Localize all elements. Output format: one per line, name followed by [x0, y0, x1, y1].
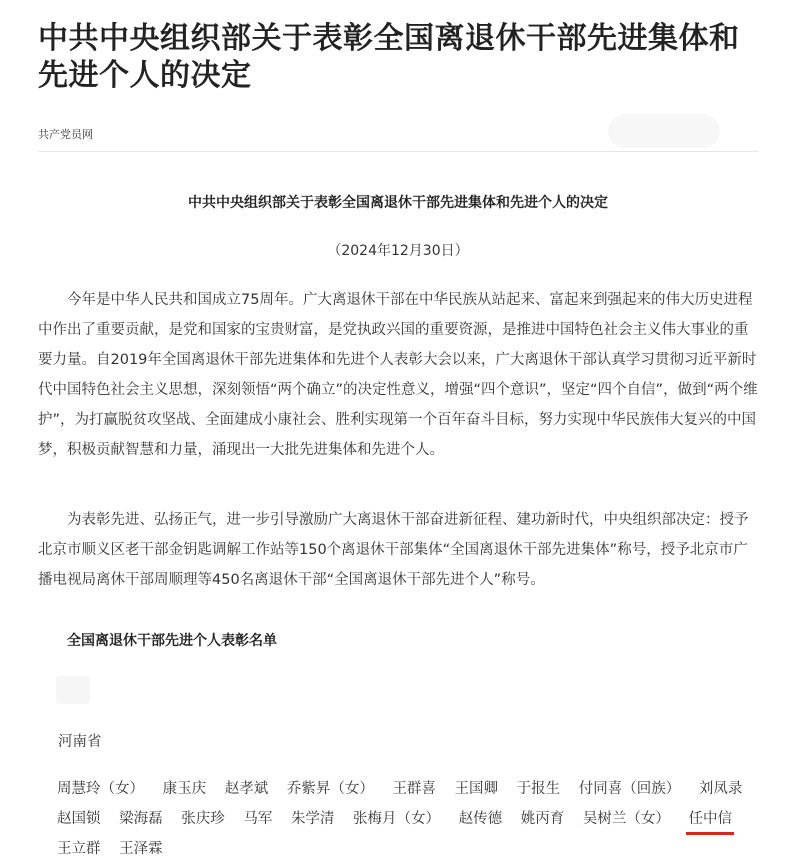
honoree-name: 王立群 — [57, 841, 101, 857]
honoree-name: 朱学清 — [290, 811, 335, 827]
honoree-name: 赵国锁 — [57, 811, 101, 827]
honoree-name: 吴树兰（女） — [582, 811, 670, 827]
honoree-name: 王国卿 — [454, 781, 499, 797]
paragraph-intro: 今年是中华人民共和国成立75周年。广大离退休干部在中华民族从站起来、富起来到强起来的伟大历史进程中作出了重要贡献，是党和国家的宝贵财富，是党执政兴国的重要资源，是推进中国特色社会主义伟大事业的重要力量。自2019年全国离退休干部先进集体和先进个人表彰大会以来，广大离退休干部认真学习贯彻习近平新时代中国特色社会主义思想，深刻领悟“两个确立”的决定性意义，增强“四个意识”，坚定“四个自信”，做到“两个维护”，为打赢脱贫攻坚战、全面建成小康社会、胜利实现第一个百年奋斗目标，努力实现中华民族伟大复兴的中国梦，积极贡献智慧和力量，涌现出一大批先进集体和先进个人。 — [38, 292, 758, 458]
document-date: （2024年12月30日） — [327, 243, 469, 259]
honoree-name: 于报生 — [516, 781, 561, 797]
honoree-name-highlighted: 任中信 — [688, 811, 732, 827]
honoree-name: 张梅月（女） — [353, 811, 441, 827]
honoree-name: 周慧玲（女） — [57, 781, 144, 797]
document-title: 中共中央组织部关于表彰全国离退休干部先进集体和先进个人的决定 — [188, 195, 608, 211]
honoree-name: 姚丙育 — [520, 811, 565, 827]
honoree-name: 付同喜（回族） — [578, 781, 681, 797]
honoree-name: 梁海磊 — [119, 811, 163, 827]
honoree-name: 赵传德 — [458, 811, 503, 827]
paragraph-decision: 为表彰先进、弘扬正气，进一步引导激励广大离退休干部奋进新征程、建功新时代，中央组织部决定：授予北京市顺义区老干部金钥匙调解工作站等150个离退休干部集体“全国离退休干部先进集体”称号，授予北京市广播电视局离休干部周顺理等450名离退休干部“全国离退休干部先进个人”称号。 — [38, 512, 749, 588]
honoree-name: 王群喜 — [392, 781, 436, 797]
article-source[interactable]: 共产党员网 — [38, 128, 93, 141]
honoree-name: 王泽霖 — [119, 841, 163, 857]
province-label: 河南省 — [58, 734, 102, 750]
honoree-names — [28, 774, 792, 864]
blurred-mark — [56, 676, 90, 704]
header-divider — [38, 151, 758, 152]
honoree-name: 马军 — [243, 811, 273, 827]
article-headline: 中共中央组织部关于表彰全国离退休干部先进集体和先进个人的决定 — [38, 21, 740, 93]
honoree-name: 乔紫昇（女） — [286, 781, 374, 797]
share-toolbar-placeholder[interactable] — [608, 114, 720, 148]
honoree-name: 张庆珍 — [181, 811, 225, 827]
honoree-name: 赵孝斌 — [224, 781, 269, 797]
honoree-name: 刘凤录 — [698, 781, 743, 797]
honoree-name: 康玉庆 — [162, 781, 207, 797]
honor-list-heading: 全国离退休干部先进个人表彰名单 — [67, 633, 277, 649]
